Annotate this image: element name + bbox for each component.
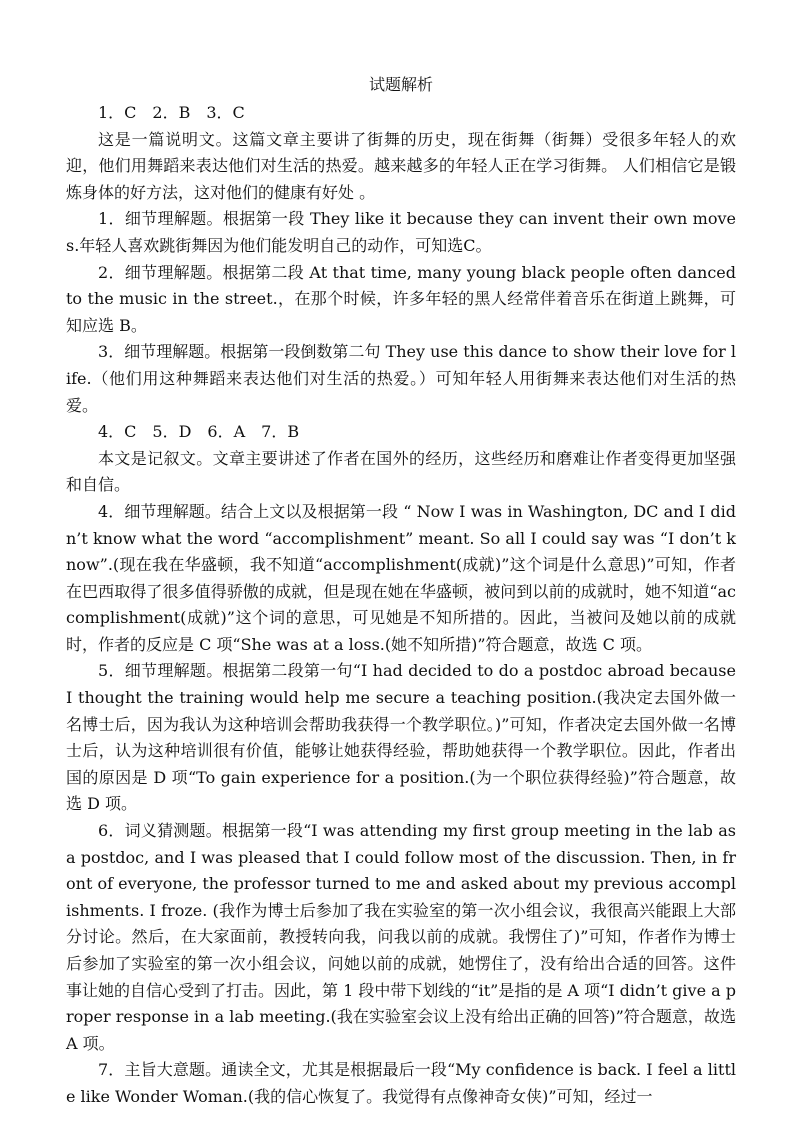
explanation-q1: 1．细节理解题。根据第一段 They like it because they can invent their own moves.年轻人喜欢跳街舞因为他们能发明自己的动作，可知选C。	[66, 209, 736, 255]
page-title: 试题解析	[368, 75, 433, 94]
answer-key-1-3: 1．C 2．B 3．C	[98, 103, 245, 122]
explanation-q6: 6．词义猜测题。根据第一段“I was attending my first group meeting in the lab as a postdoc, and I was pleased that I could follow most of the discussion. Then, in front of everyone, the professor turned to me and asked about my previous accomplishments. I froze. (我作为博士后参加了我在实验室的第一次小组会议，我很高兴能跟上大部分讨论。然后，在大家面前，教授转向我，问我以前的成就。我愣住了)”可知，作者作为博士后参加了实验室的第一次小组会议，问她以前的成就，她愣住了，没有给出合适的回答。这件事让她的自信心受到了打击。因此，第 1 段中带下划线的“it”是指的是 A 项“I didn’t give a proper response in a lab meeting.(我在实验室会议上没有给出正确的回答)”符合题意，故选 A 项。	[66, 821, 737, 1053]
explanation-q5: 5．细节理解题。根据第二段第一句“I had decided to do a postdoc abroad because I thought the training would help me secure a teaching position.(我决定去国外做一名博士后，因为我认为这种培训会帮助我获得一个教学职位。)”可知，作者决定去国外做一名博士后，认为这种培训很有价值，能够让她获得经验，帮助她获得一个教学职位。因此，作者出国的原因是 D 项“To gain experience for a position.(为一个职位获得经验)”符合题意，故选 D 项。	[66, 661, 736, 814]
explanation-q4: 4．细节理解题。结合上文以及根据第一段 “ Now I was in Washington, DC and I didn’t know what the word “accomplishment” meant. So all I could say was “I don’t know”.(现在我在华盛顿，我不知道“accomplishment(成就)”这个词是什么意思)”可知，作者在巴西取得了很多值得骄傲的成就，但是现在她在华盛顿，被问到以前的成就时，她不知道“accomplishment(成就)”这个词的意思，可见她是不知所措的。因此，当被问及她以前的成就时，作者的反应是 C 项“She was at a loss.(她不知所措)”符合题意，故选 C 项。	[66, 501, 736, 654]
answer-key-4-7: 4．C 5．D 6．A 7．B	[98, 422, 300, 442]
explanation-q3: 3．细节理解题。根据第一段倒数第二句 They use this dance to show their love for life.（他们用这种舞蹈来表达他们对生活的热爱。）可知年轻人用街舞来表达他们对生活的热爱。	[66, 342, 736, 415]
explanation-q2: 2．细节理解题。根据第二段 At that time, many young black people often danced to the music in the street.，在那个时候，许多年轻的黑人经常伴着音乐在街道上跳舞，可知应选 B。	[66, 262, 736, 335]
passage-2-summary: 本文是记叙文。文章主要讲述了作者在国外的经历，这些经历和磨难让作者变得更加坚强和自信。	[66, 448, 736, 495]
explanation-q7: 7．主旨大意题。通读全文，尤其是根据最后一段“My confidence is back. I feel a little like Wonder Woman.(我的信心恢复了。我觉得有点像神奇女侠)”可知，经过一	[66, 1060, 736, 1106]
passage-1-summary: 这是一篇说明文。这篇文章主要讲了街舞的历史，现在街舞（街舞）受很多年轻人的欢迎，他们用舞蹈来表达他们对生活的热爱。越来越多的年轻人正在学习街舞。 人们相信它是锻炼身体的好方法，这对他们的健康有好处 。	[66, 129, 736, 202]
